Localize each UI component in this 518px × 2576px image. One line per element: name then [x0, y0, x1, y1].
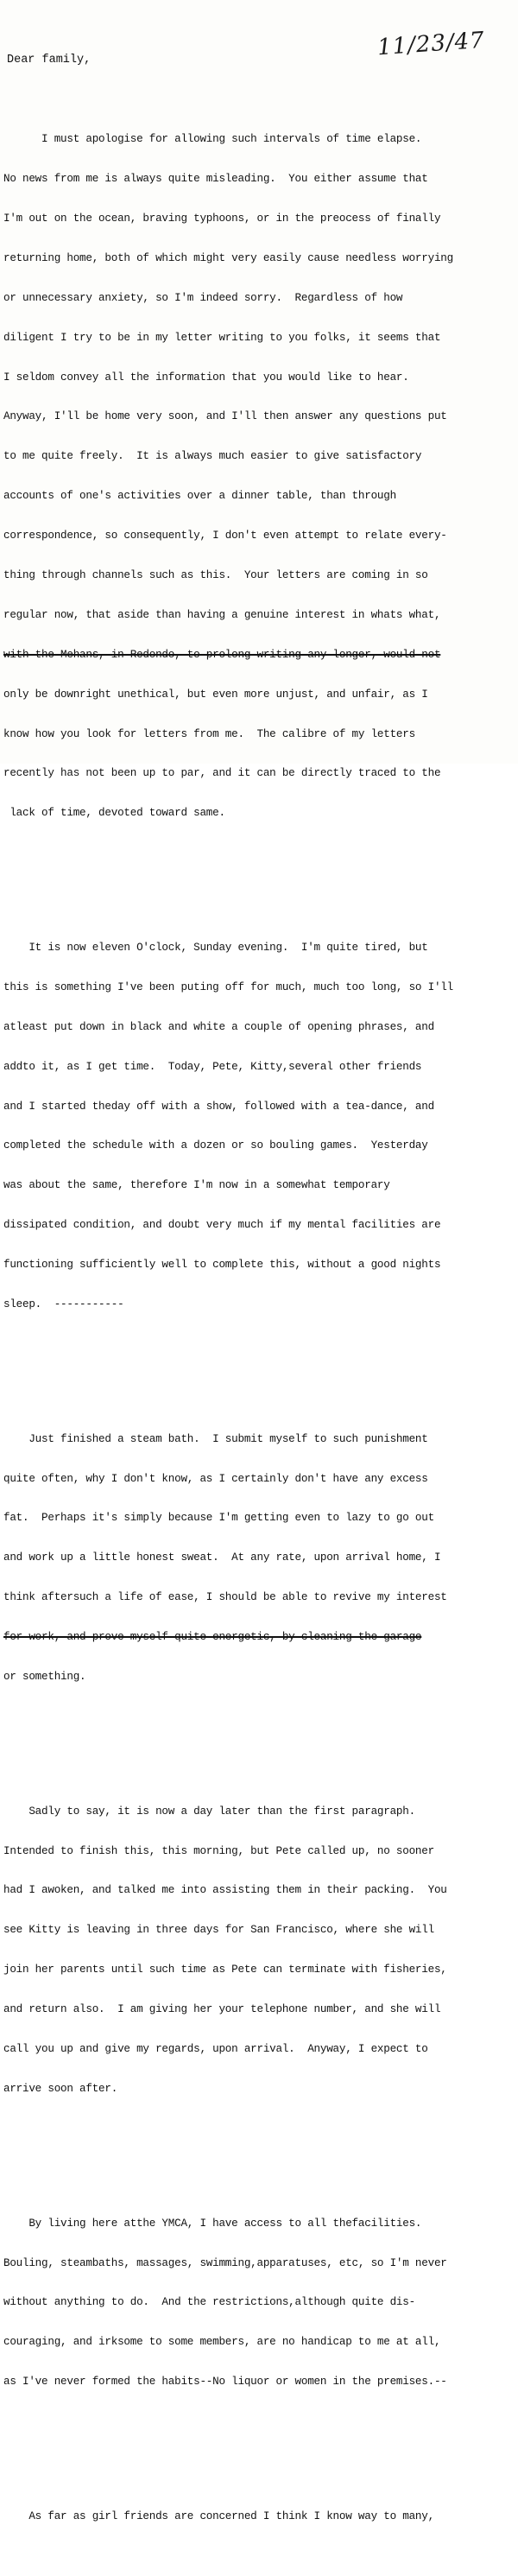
text-line: as I've never formed the habits--No liquor or women in the premises.-- — [3, 2376, 447, 2389]
text-line: Bouling, steambaths, massages, swimming,apparatuses, etc, so I'm never — [3, 2256, 447, 2269]
text-line: It is now eleven O'clock, Sunday evening. I'm quite tired, but — [3, 942, 428, 954]
text-line: dissipated condition, and doubt very much if my mental facilities are — [3, 1219, 441, 1232]
text-line: addto it, as I get time. Today, Pete, Kitty,several other friends — [3, 1060, 422, 1073]
salutation: Dear family, — [7, 54, 92, 67]
text-line: arrive soon after. — [3, 2082, 118, 2095]
text-line: lack of time, devoted toward same. — [3, 807, 225, 820]
text-line: sleep. ----------- — [3, 1298, 124, 1311]
text-line: was about the same, therefore I'm now in a somewhat temporary — [3, 1179, 390, 1192]
paragraph-gap — [3, 1737, 513, 1753]
text-line: to me quite freely. It is always much easier to give satisfactory — [3, 450, 422, 463]
text-line: I'm out on the ocean, braving typhoons, or in the preocess of finally — [3, 212, 441, 225]
text-line: atleast put down in black and white a couple of opening phrases, and — [3, 1020, 434, 1033]
text-line: and work up a little honest sweat. At any rate, upon arrival home, I — [3, 1551, 441, 1564]
text-line: and I started theday off with a show, followed with a tea-dance, and — [3, 1100, 434, 1113]
text-line: diligent I try to be in my letter writing to you folks, it seems that — [3, 331, 441, 344]
text-line: I seldom convey all the information that you would like to hear. — [3, 371, 409, 384]
text-line: know how you look for letters from me. The calibre of my letters — [3, 727, 415, 740]
text-line: Just finished a steam bath. I submit myself to such punishment — [3, 1432, 428, 1445]
text-line: No news from me is always quite misleading. You either assume that — [3, 173, 428, 186]
text-line: only be downright unethical, but even more unjust, and unfair, as I — [3, 688, 428, 701]
text-line: thing through channels such as this. Your letters are coming in so — [3, 568, 428, 581]
text-line: or unnecessary anxiety, so I'm indeed sorry. Regardless of how — [3, 291, 403, 304]
text-line: By living here atthe YMCA, I have access to all thefacilities. — [3, 2217, 422, 2230]
handwritten-date: 11/23/47 — [376, 27, 486, 61]
text-line: functioning sufficiently well to complete this, without a good nights — [3, 1259, 441, 1272]
letter-body — [3, 80, 513, 2576]
text-line: had I awoken, and talked me into assisting them in their packing. You — [3, 1884, 447, 1897]
paragraph-1 — [3, 107, 513, 847]
text-line: fat. Perhaps it's simply because I'm getting even to lazy to go out — [3, 1512, 434, 1525]
text-line: returning home, both of which might very easily cause needless worrying — [3, 251, 453, 264]
text-line: correspondence, so consequently, I don't even attempt to relate every- — [3, 530, 447, 542]
text-line: without anything to do. And the restrictions,although quite dis- — [3, 2296, 415, 2309]
paragraph-gap — [3, 873, 513, 889]
text-line: I must apologise for allowing such intervals of time elapse. — [3, 133, 422, 146]
paragraph-gap — [3, 1365, 513, 1380]
paragraph-3 — [3, 1406, 513, 1710]
paragraph-5 — [3, 2191, 513, 2415]
paragraph-gap — [3, 2148, 513, 2164]
text-line: or something. — [3, 1671, 86, 1684]
text-line: recently has not been up to par, and it can be directly traced to the — [3, 767, 441, 780]
text-line: Anyway, I'll be home very soon, and I'll then answer any questions put — [3, 410, 447, 423]
text-line: this is something I've been puting off for much, much too long, so I'll — [3, 980, 453, 993]
text-line: see Kitty is leaving in three days for San Francisco, where she will — [3, 1924, 434, 1937]
text-line: join her parents until such time as Pete can terminate with fisheries, — [3, 1964, 447, 1976]
text-line: and return also. I am giving her your telephone number, and she will — [3, 2003, 441, 2016]
text-line: As far as girl friends are concerned I think I know way to many, — [3, 2509, 434, 2522]
paragraph-2 — [3, 915, 513, 1338]
text-line: couraging, and irksome to some members, are no handicap to me at all, — [3, 2336, 441, 2349]
text-line: Sadly to say, it is now a day later than the first paragraph. — [3, 1805, 415, 1818]
paragraph-4 — [3, 1779, 513, 2122]
text-line: think aftersuch a life of ease, I should be able to revive my interest — [3, 1591, 447, 1604]
paragraph-6 — [3, 2484, 513, 2549]
struck-text-line: with the Mehans, in Redondo, to prolong writing any longer, would not — [3, 648, 441, 661]
struck-text-line: for work, and prove myself quite energetic, by cleaning the garage — [3, 1631, 422, 1644]
text-line: call you up and give my regards, upon arrival. Anyway, I expect to — [3, 2043, 428, 2056]
paragraph-gap — [3, 2442, 513, 2458]
text-line: quite often, why I don't know, as I certainly don't have any excess — [3, 1472, 428, 1485]
text-line: completed the schedule with a dozen or so bouling games. Yesterday — [3, 1139, 428, 1152]
text-line: Intended to finish this, this morning, but Pete called up, no sooner — [3, 1844, 434, 1857]
text-line: accounts of one's activities over a dinner table, than through — [3, 490, 396, 503]
text-line: regular now, that aside than having a genuine interest in whats what, — [3, 608, 441, 621]
